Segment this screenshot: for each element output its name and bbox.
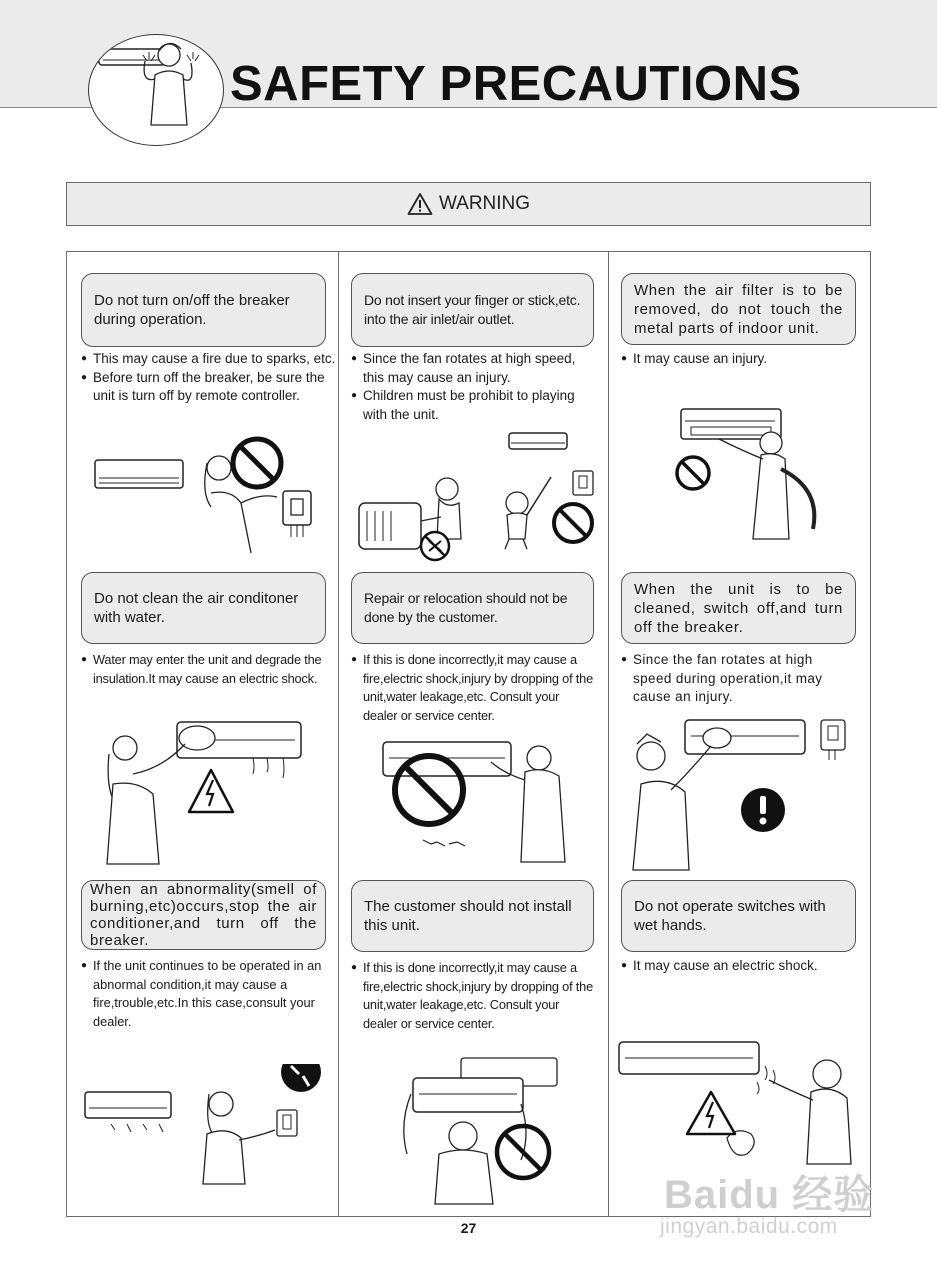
bullet-item: ● Before turn off the breaker, be sure the unit is turn off by remote controller. <box>81 369 337 406</box>
unit-cleaning-illustration <box>631 714 857 872</box>
precaution-title: Do not insert your finger or stick,etc. into the air inlet/air outlet. <box>351 273 594 347</box>
precaution-bullets <box>621 651 853 707</box>
precaution-bullets <box>81 350 337 406</box>
abnormality-stop-illustration <box>81 1064 329 1186</box>
bullet-item: ● If this is done incorrectly,it may cause a fire,electric shock,injury by dropping of the unit,water leakage,etc. Consult your dealer or service center. <box>351 651 595 725</box>
bullet-item: ● Children must be prohibit to playing with the unit. <box>351 387 599 424</box>
precaution-title: The customer should not install this unit. <box>351 880 594 952</box>
column-divider <box>608 251 609 1217</box>
precaution-bullets <box>81 651 329 688</box>
watermark-url: jingyan.baidu.com <box>660 1215 838 1238</box>
precaution-bullets <box>621 957 853 976</box>
precaution-bullets <box>351 350 599 424</box>
precaution-bullets <box>621 350 853 369</box>
header-illustration <box>88 34 224 146</box>
electric-shock-warning-icon <box>189 770 233 812</box>
breaker-prohibited-illustration <box>91 433 327 561</box>
precaution-title: Do not operate switches with wet hands. <box>621 880 856 952</box>
repair-prohibited-illustration <box>379 736 589 870</box>
precaution-title: When an abnormality(smell of burning,etc)occurs,stop the air conditioner,and turn off the breaker. <box>81 880 326 950</box>
prohibition-icon <box>233 439 281 487</box>
bullet-item: ● Since the fan rotates at high speed, this may cause an injury. <box>351 350 599 387</box>
watermark-logo-text: Baidu 经验 <box>664 1173 875 1217</box>
bullet-item: ● It may cause an injury. <box>621 350 853 369</box>
bullet-item: ● Since the fan rotates at high speed during operation,it may cause an injury. <box>621 651 853 707</box>
precaution-title: When the unit is to be cleaned, switch off,and turn off the breaker. <box>621 572 856 644</box>
bullet-item: ● It may cause an electric shock. <box>621 957 853 976</box>
person-under-ac-icon <box>89 35 224 146</box>
bullet-item: ● If the unit continues to be operated in an abnormal condition,it may cause a fire,trouble,etc.In this case,consult your dealer. <box>81 957 325 1031</box>
prohibition-icon <box>677 457 709 489</box>
precaution-title: Repair or relocation should not be done by the customer. <box>351 572 594 644</box>
prohibition-icon <box>497 1126 549 1178</box>
precaution-bullets <box>351 651 595 725</box>
precaution-title: When the air filter is to be removed, do not touch the metal parts of indoor unit. <box>621 273 856 345</box>
fan-prohibited-icon <box>421 532 449 560</box>
unplug-mandatory-icon <box>281 1064 321 1092</box>
precaution-title: Do not turn on/off the breaker during operation. <box>81 273 326 347</box>
precaution-title: Do not clean the air conditoner with water. <box>81 572 326 644</box>
precaution-bullets <box>351 959 595 1033</box>
self-install-prohibited-illustration <box>391 1054 591 1206</box>
precaution-bullets <box>81 957 325 1031</box>
prohibition-icon <box>554 504 592 542</box>
children-playing-prohibited-illustration <box>355 431 601 565</box>
baidu-watermark <box>660 1163 880 1253</box>
wet-hands-illustration <box>617 1036 857 1166</box>
page-number: 27 <box>460 1220 477 1236</box>
warning-label: WARNING <box>438 193 531 214</box>
electric-shock-warning-icon <box>687 1092 735 1134</box>
warning-triangle-icon <box>407 192 433 216</box>
bullet-item: ● If this is done incorrectly,it may cause a fire,electric shock,injury by dropping of the unit,water leakage,etc. Consult your dealer or service center. <box>351 959 595 1033</box>
page-title: SAFETY PRECAUTIONS <box>230 57 802 111</box>
warning-bar <box>66 182 871 226</box>
mandatory-action-icon <box>741 788 785 832</box>
water-cleaning-illustration <box>103 714 307 870</box>
column-divider <box>338 251 339 1217</box>
bullet-item: ● This may cause a fire due to sparks, etc. <box>81 350 337 369</box>
filter-removal-illustration <box>671 403 861 545</box>
bullet-item: ● Water may enter the unit and degrade the insulation.It may cause an electric shock. <box>81 651 329 688</box>
